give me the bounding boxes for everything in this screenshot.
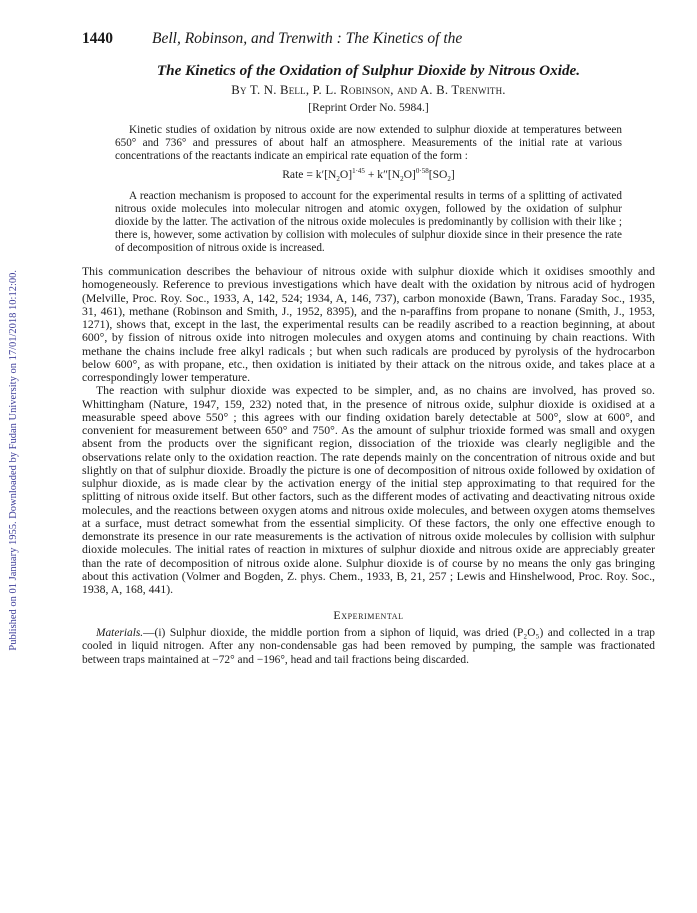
running-title: Bell, Robinson, and Trenwith : The Kinetics of the: [152, 30, 463, 47]
reprint-order: [Reprint Order No. 5984.]: [308, 102, 429, 114]
abstract: [115, 124, 622, 255]
article-title: The Kinetics of the Oxidation of Sulphur Dioxide by Nitrous Oxide.: [156, 62, 581, 79]
body-paragraph: The reaction with sulphur dioxide was expected to be simpler, and, as no chains are involved, has proved so. Whittingham (Nature, 1947, 159, 232) noted that, in the presence of nitrous oxide, sulphur dioxide is oxidised at a measurable speed above 550° ; this agrees with our finding oxidation barely detectable at 500°, slow at 600°, and convenient for measurement between 650° and 750°. As the amount of sulphur trioxide formed was small and oxygen absent from the products over the significant region, dissociation of the trioxide was clearly negligible and the observations relate only to the oxidation reaction. The rate depends mainly on the concentration of nitrous oxide and but slightly on that of sulphur dioxide. Broadly the picture is one of decomposition of nitrous oxide followed by oxidation of sulphur dioxide, as is made clear by the activation energy of the initial step approximating to that required for the splitting of nitrous oxide itself. But other factors, such as the different modes of activating and deactivating nitrous oxide molecules, and the reactions between oxygen atoms and nitrous oxide molecules, and between oxygen atoms themselves at a surface, must detract somewhat from the essential simplicity. Of these factors, the only one effective enough to demonstrate its presence in our rate measurements is the activation of nitrous oxide molecules by collision with sulphur dioxide molecules. The initial rates of reaction in mixtures of sulphur dioxide and nitrous oxide are appreciably greater than the rate of decomposition of nitrous oxide alone. Sulphur dioxide is of course by no means the only gas bringing about this activation (Volmer and Bogden, Z. phys. Chem., 1933, B, 21, 257 ; Lewis and Hinshelwood, Proc. Roy. Soc., 1938, A, 168, 441).: [82, 384, 655, 597]
materials-paragraph: [82, 627, 655, 667]
watermark-text: Published on 01 January 1955. Downloaded by Fudan University on 17/01/2018 10:12:00.: [7, 269, 19, 651]
page-number: 1440: [82, 30, 113, 47]
running-header: [82, 30, 655, 48]
article-authors: By T. N. Bell, P. L. Robinson, and A. B. Trenwith.: [231, 83, 506, 97]
article-body: [82, 265, 655, 596]
abstract-paragraph: Kinetic studies of oxidation by nitrous oxide are now extended to sulphur dioxide at temperatures between 650° and 736° and pressures of about half an atmosphere. Measurements of the initial rate at various concentrations of the reactants indicate an empirical rate equation of the form :: [115, 124, 622, 163]
section-heading: Experimental: [333, 608, 404, 623]
download-watermark: [4, 150, 22, 770]
journal-page: [82, 30, 655, 667]
materials-label: Materials.: [96, 627, 144, 640]
rate-equation: Rate = $k'[N_2O]^{1\cdot 45} + k''[N_2O]^{0\cdot 58}[SO_2]$: [282, 167, 455, 184]
materials-text: —(i) Sulphur dioxide, the middle portion from a siphon of liquid, was dried (P₂O₅) and collected in a trap cooled in liquid nitrogen. After any non-condensable gas had been removed by pumping, the sample was fractionated between traps maintained at −72° and −196°, head and tail fractions being discarded.: [82, 627, 655, 666]
body-paragraph: This communication describes the behaviour of nitrous oxide with sulphur dioxide which it oxidises smoothly and homogeneously. Reference to previous investigations which have dealt with the oxidation by nitrous acid of hydrogen (Melville, Proc. Roy. Soc., 1933, A, 142, 524; 1934, A, 146, 737), carbon monoxide (Bawn, Trans. Faraday Soc., 1935, 31, 461), methane (Robinson and Smith, J., 1952, 8395), and the n-paraffins from propane to nonane (Smith, J., 1953, 1271), shows that, except in the last, the experimental results can be readily ascribed to a reaction beginning, at about 600°, by fission of nitrous oxide into nitrogen molecules and oxygen atoms and continuing by chain reactions. With methane the chains include free alkyl radicals ; but when such radicals are produced by pyrolysis of the hydrocarbon below 600°, as with propane, etc., then oxidation is initiated by their attack on the nitrous oxide, and takes place at a correspondingly lower temperature.: [82, 265, 655, 385]
abstract-paragraph: A reaction mechanism is proposed to account for the experimental results in terms of a splitting of activated nitrous oxide molecules into molecular nitrogen and atomic oxygen, followed by the oxidation of sulphur dioxide by the latter. The activation of the nitrous oxide molecules is predominantly by collision with their like ; there is, however, some activation by collision with molecules of sulphur dioxide since in their presence the rate of decomposition of nitrous oxide is increased.: [115, 189, 622, 254]
